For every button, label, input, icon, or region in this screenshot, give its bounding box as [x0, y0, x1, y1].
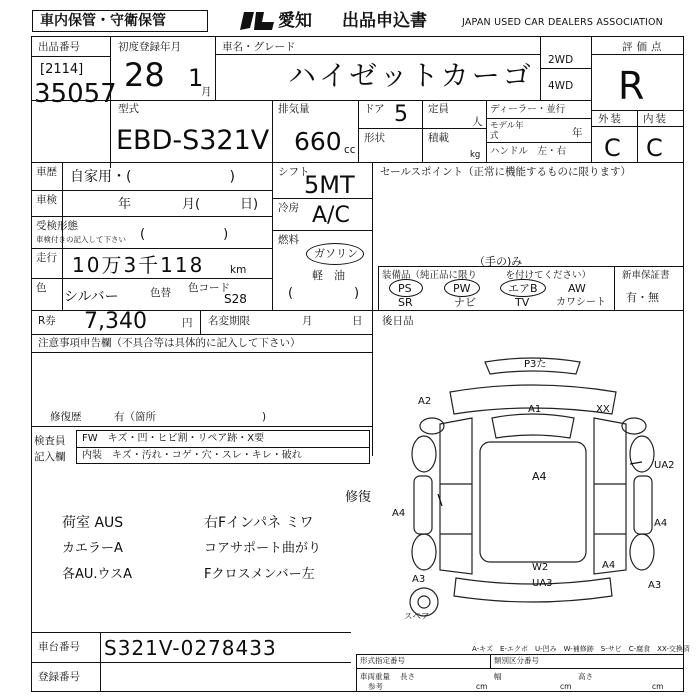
equip-pw: PW: [453, 282, 471, 295]
equip-tv: TV: [515, 296, 530, 309]
ref-label: 参考: [368, 682, 383, 691]
diagram-label-a4-right: A4: [654, 518, 668, 529]
note-line-4: コアサポート曲がり: [204, 541, 322, 556]
equip-ps-circle: [389, 279, 423, 297]
equip-power-seat: カワシート: [556, 297, 606, 308]
model-label: 車名・グレード: [222, 41, 296, 53]
exterior-score: C: [604, 134, 621, 162]
diagram-label-a1: A1: [528, 404, 542, 415]
interior-score: C: [646, 134, 663, 162]
equip-aw: AW: [568, 282, 586, 295]
registration-label: 登録番号: [38, 671, 80, 683]
repair-mark: 修復: [345, 490, 372, 505]
diagram-label-p3: P3た: [524, 359, 547, 370]
note-line-6: Fクロスメンバー左: [204, 567, 315, 582]
ju-logo: [238, 8, 278, 34]
chassis-value: S321V-0278433: [104, 636, 277, 660]
displacement-label: 排気量: [278, 103, 310, 115]
doc-title: 出品申込書: [342, 11, 427, 31]
equipment-label: 装備品（純正品に限り を付けてください）: [382, 270, 592, 281]
fuel-paren-right: ): [354, 286, 360, 301]
reception-note: 車検付きの記入して下さい: [36, 235, 126, 244]
reception-label: 受検形態: [36, 220, 78, 232]
fuel-label: 燃料: [278, 234, 299, 246]
model-year-unit: 年: [572, 127, 583, 139]
displacement-value: 660: [294, 127, 342, 156]
name-change-label: 名変期限: [208, 315, 250, 327]
inspection-label: 車検: [36, 194, 57, 206]
equip-airbag-circle: [500, 279, 546, 297]
fuel-diesel: 軽 油: [312, 269, 345, 282]
shift-label: シフト: [278, 166, 310, 178]
shift-value: 5MT: [304, 171, 355, 199]
fuel-paren-left: (: [288, 286, 294, 301]
fuel-gasoline-circle: [306, 243, 364, 265]
inspection-day: 日): [240, 197, 259, 212]
width-label: 幅: [494, 672, 502, 681]
capacity-label: 定員: [428, 103, 449, 115]
name-change-month: 月: [302, 315, 313, 327]
length-unit: cm: [476, 682, 488, 691]
equip-navi: ナビ: [454, 296, 476, 309]
repair-paren-close: ): [262, 411, 267, 423]
length-label: 長さ: [400, 672, 415, 681]
sales-point-label: セールスポイント（正常に機能するものに限ります）: [380, 166, 632, 178]
drive-4wd: 4WD: [548, 80, 574, 92]
equip-ps: PS: [398, 282, 412, 295]
color-label: 色: [36, 282, 47, 294]
diagram-legend: A-キズ E-エクボ U-凹み W-補修跡 S-サビ C-腐食 XX-交換済: [472, 645, 690, 653]
height-label: 高さ: [578, 672, 593, 681]
load-unit: kg: [470, 150, 481, 160]
type-value: EBD-S321V: [116, 125, 270, 156]
color-code-label: 色コード: [188, 282, 230, 294]
equip-airbag: エアB: [508, 282, 538, 295]
association-name: JAPAN USED CAR DEALERS ASSOCIATION: [462, 17, 663, 28]
load-label: 積載: [428, 132, 449, 144]
first-reg-year: 28: [124, 56, 165, 94]
interior-label: 内装: [643, 113, 668, 125]
mileage-label: 走行: [36, 252, 57, 264]
diagram-label-ua2: UA2: [654, 460, 675, 471]
note-line-3: カエラーA: [62, 541, 123, 556]
diagram-label-a3-right: A3: [648, 580, 662, 591]
inspector-label-2: 記入欄: [34, 451, 66, 463]
inspection-year: 年: [118, 197, 132, 212]
class-number-label: 類別区分番号: [494, 656, 539, 665]
handle-label: ハンドル 左・右: [490, 146, 567, 157]
fuel-gasoline: ガソリン: [314, 247, 358, 260]
exterior-label: 外装: [598, 113, 623, 125]
equipment-note: （手の)み: [474, 255, 523, 268]
storage-note: 車内保管・守衛保管: [40, 13, 166, 29]
first-reg-month-unit: 月: [201, 86, 212, 98]
recycle-value: 7,340: [84, 309, 147, 334]
note-line-2: 右Fインパネ ミワ: [204, 515, 314, 531]
weight-label: 車両重量: [360, 672, 390, 681]
doors-label: ドア: [364, 103, 385, 115]
cooling-label: 冷房: [278, 202, 299, 214]
diagram-label-a4-rear: A4: [602, 560, 616, 571]
shape-label: 形状: [364, 132, 385, 144]
height-unit: cm: [652, 682, 664, 691]
recycle-unit: 円: [182, 317, 193, 329]
doors-value: 5: [394, 102, 408, 127]
model-value: ハイゼットカーゴ: [288, 59, 534, 92]
cooling-value: A/C: [312, 203, 350, 228]
capacity-unit: 人: [472, 116, 483, 128]
inspector-label-1: 検査員: [34, 435, 66, 447]
diagram-label-a4-center: A4: [532, 470, 547, 483]
warranty-label: 新車保証書: [622, 270, 670, 281]
diagram-label-a2: A2: [418, 396, 432, 407]
color-code-value: S28: [224, 292, 247, 306]
chassis-label: 車台番号: [38, 641, 80, 653]
history-value: 自家用・( ): [70, 169, 235, 185]
score-value: R: [618, 64, 645, 108]
drive-2wd: 2WD: [548, 54, 574, 66]
note-line-5: 各AU.ウスA: [62, 567, 133, 582]
notes-label: 注意事項申告欄（不具合等は具体的に記入して下さい）: [38, 337, 301, 349]
first-reg-label: 初度登録年月: [118, 41, 181, 53]
diagram-label-w2: W2: [532, 562, 549, 573]
form-number-label: 形式指定番号: [360, 656, 405, 665]
color-value: シルバー: [64, 289, 119, 305]
diagram-label-ua3: UA3: [532, 578, 553, 589]
recycle-label: R券: [38, 315, 56, 327]
repair-label: 修復歴: [50, 411, 82, 423]
history-label: 車歴: [36, 166, 57, 178]
mileage-unit: km: [230, 264, 247, 276]
diagram-label-spare: スペア: [404, 612, 430, 622]
diagram-label-a3-left: A3: [412, 574, 426, 585]
equip-pw-circle: [444, 279, 480, 297]
lot-small-number: [2114]: [40, 62, 84, 77]
diagram-label-xx: XX: [596, 404, 610, 415]
width-unit: cm: [560, 682, 572, 691]
warranty-options: 有・無: [626, 291, 659, 304]
reception-paren: ( ): [140, 227, 229, 242]
score-label: 評価点: [622, 41, 666, 53]
mileage-value: 10万3千118: [72, 253, 205, 277]
name-change-day: 日: [352, 315, 363, 327]
displacement-unit: cc: [344, 144, 356, 156]
diagram-label-a4-left: A4: [392, 508, 406, 519]
note-line-1: 荷室 AUS: [62, 515, 124, 531]
inspector-row-2: 内装 キズ・汚れ・コゲ・穴・スレ・キレ・破れ: [82, 450, 302, 461]
model-year-label: モデル年式: [490, 121, 524, 141]
lot-label: 出品番号: [38, 41, 80, 53]
after-market-label: 後日品: [382, 315, 414, 327]
lot-number: 35057: [34, 79, 117, 109]
color-change-label: 色替: [150, 287, 171, 299]
equip-sr: SR: [398, 296, 413, 309]
org-name: 愛知: [278, 11, 312, 31]
inspection-month: 月(: [182, 197, 201, 212]
inspector-row-1: FW キズ・凹・ヒビ割・リペア跡・X要: [82, 433, 265, 444]
type-label: 型式: [118, 103, 139, 115]
first-reg-month: 1: [188, 64, 204, 92]
repair-value: 有（箇所: [114, 411, 156, 423]
car-damage-diagram: [380, 334, 684, 634]
dealer-label: ディーラー・並行: [490, 104, 566, 115]
